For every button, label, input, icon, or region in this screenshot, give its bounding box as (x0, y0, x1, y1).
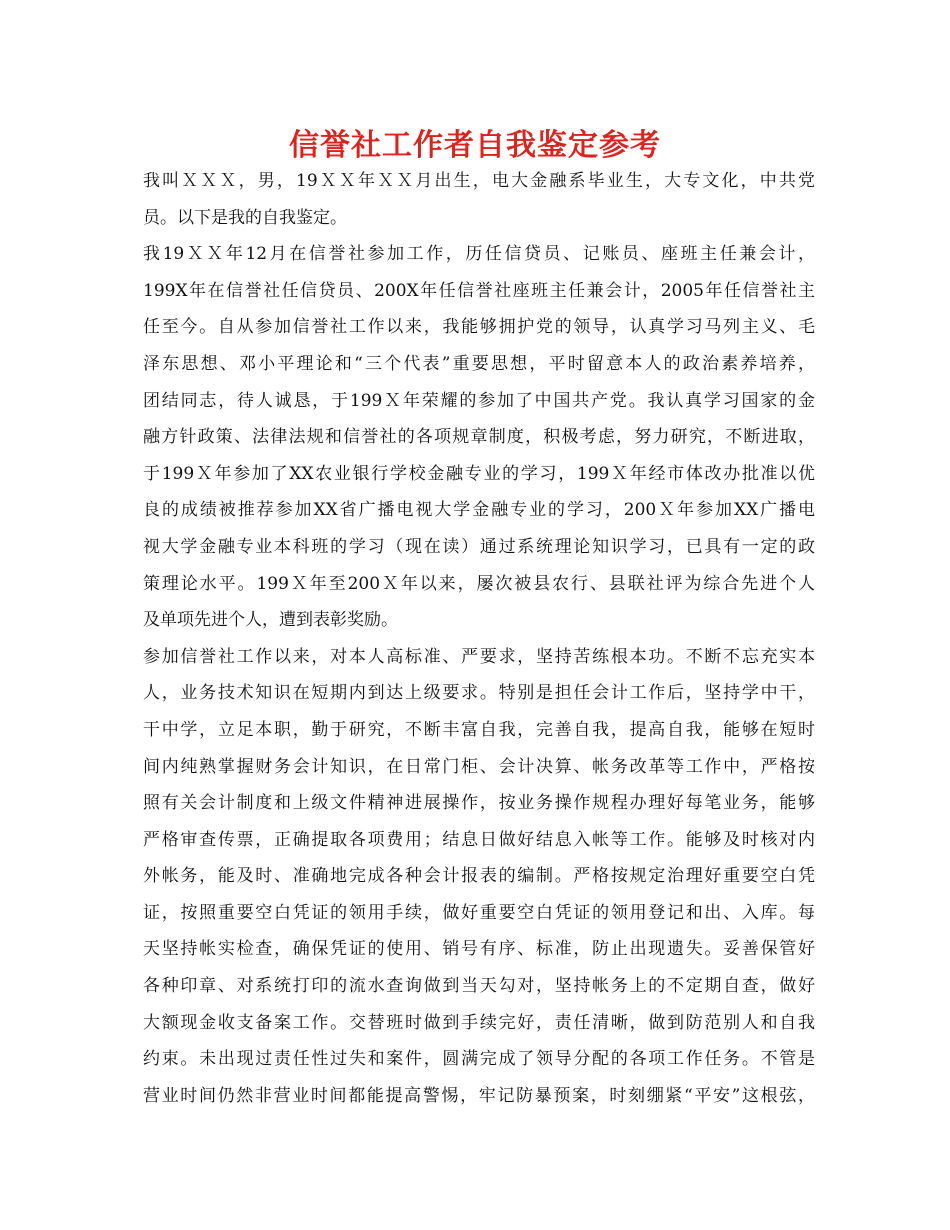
text-line: 任至今。自从参加信誉社工作以来，我能够拥护党的领导，认真学习马列主义、毛 (143, 317, 815, 338)
text-line: 间内纯熟掌握财务会计知识，在日常门柜、会计决算、帐务改革等工作中，严格按 (143, 756, 815, 777)
text-line: 员。以下是我的自我鉴定。 (143, 207, 347, 228)
text-line: 外帐务，能及时、准确地完成各种会计报表的编制。严格按规定治理好重要空白凭 (143, 866, 815, 887)
text-line: 于199Ｘ年参加了XX农业银行学校金融专业的学习，199Ｘ年经市体改办批准以优 (143, 463, 815, 484)
text-line: 各种印章、对系统打印的流水查询做到当天勾对，坚持帐务上的不定期自查，做好 (143, 976, 815, 997)
text-line: 照有关会计制度和上级文件精神进展操作，按业务操作规程办理好每笔业务，能够 (143, 793, 815, 814)
text-line: 199X年在信誉社任信贷员、200X年任信誉社座班主任兼会计，2005年任信誉社主 (143, 280, 815, 301)
text-line: 良的成绩被推荐参加XX省广播电视大学金融专业的学习，200Ｘ年参加XX广播电 (143, 500, 815, 521)
text-line: 严格审查传票，正确提取各项费用；结息日做好结息入帐等工作。能够及时核对内 (143, 829, 815, 850)
text-line: 大额现金收支备案工作。交替班时做到手续完好，责任清晰，做到防范别人和自我 (143, 1012, 815, 1033)
text-line: 我19ＸＸ年12月在信誉社参加工作，历任信贷员、记账员、座班主任兼会计， (143, 244, 815, 265)
text-line: 证，按照重要空白凭证的领用手续，做好重要空白凭证的领用登记和出、入库。每 (143, 902, 815, 923)
text-line: 我叫ＸＸＸ，男，19ＸＸ年ＸＸ月出生，电大金融系毕业生，大专文化，中共党 (143, 171, 815, 191)
text-line: 及单项先进个人，遭到表彰奖励。 (143, 610, 398, 631)
text-line: 人，业务技术知识在短期内到达上级要求。特别是担任会计工作后，坚持学中干， (143, 683, 815, 704)
text-line: 策理论水平。199Ｘ年至200Ｘ年以来，屡次被县农行、县联社评为综合先进个人 (143, 573, 815, 594)
text-line: 约束。未出现过责任性过失和案件，圆满完成了领导分配的各项工作任务。不管是 (143, 1049, 815, 1070)
document-body (143, 163, 815, 1114)
text-line: 团结同志，待人诚恳，于199Ｘ年荣耀的参加了中国共产党。我认真学习国家的金 (143, 390, 815, 411)
text-line: 视大学金融专业本科班的学习（现在读）通过系统理论知识学习，已具有一定的政 (143, 536, 815, 557)
document-title: 信誉社工作者自我鉴定参考 (289, 128, 661, 163)
text-line: 泽东思想、邓小平理论和“三个代表”重要思想，平时留意本人的政治素养培养， (143, 353, 815, 374)
text-line: 干中学，立足本职，勤于研究，不断丰富自我，完善自我，提高自我，能够在短时 (143, 719, 815, 740)
text-line: 天坚持帐实检查，确保凭证的使用、销号有序、标准，防止出现遗失。妥善保管好 (143, 939, 815, 960)
text-line: 融方针政策、法律法规和信誉社的各项规章制度，积极考虑，努力研究，不断进取， (143, 427, 815, 448)
text-line: 营业时间仍然非营业时间都能提高警惕，牢记防暴预案，时刻绷紧“平安”这根弦， (143, 1085, 815, 1106)
text-line: 参加信誉社工作以来，对本人高标准、严要求，坚持苦练根本功。不断不忘充实本 (143, 646, 815, 667)
